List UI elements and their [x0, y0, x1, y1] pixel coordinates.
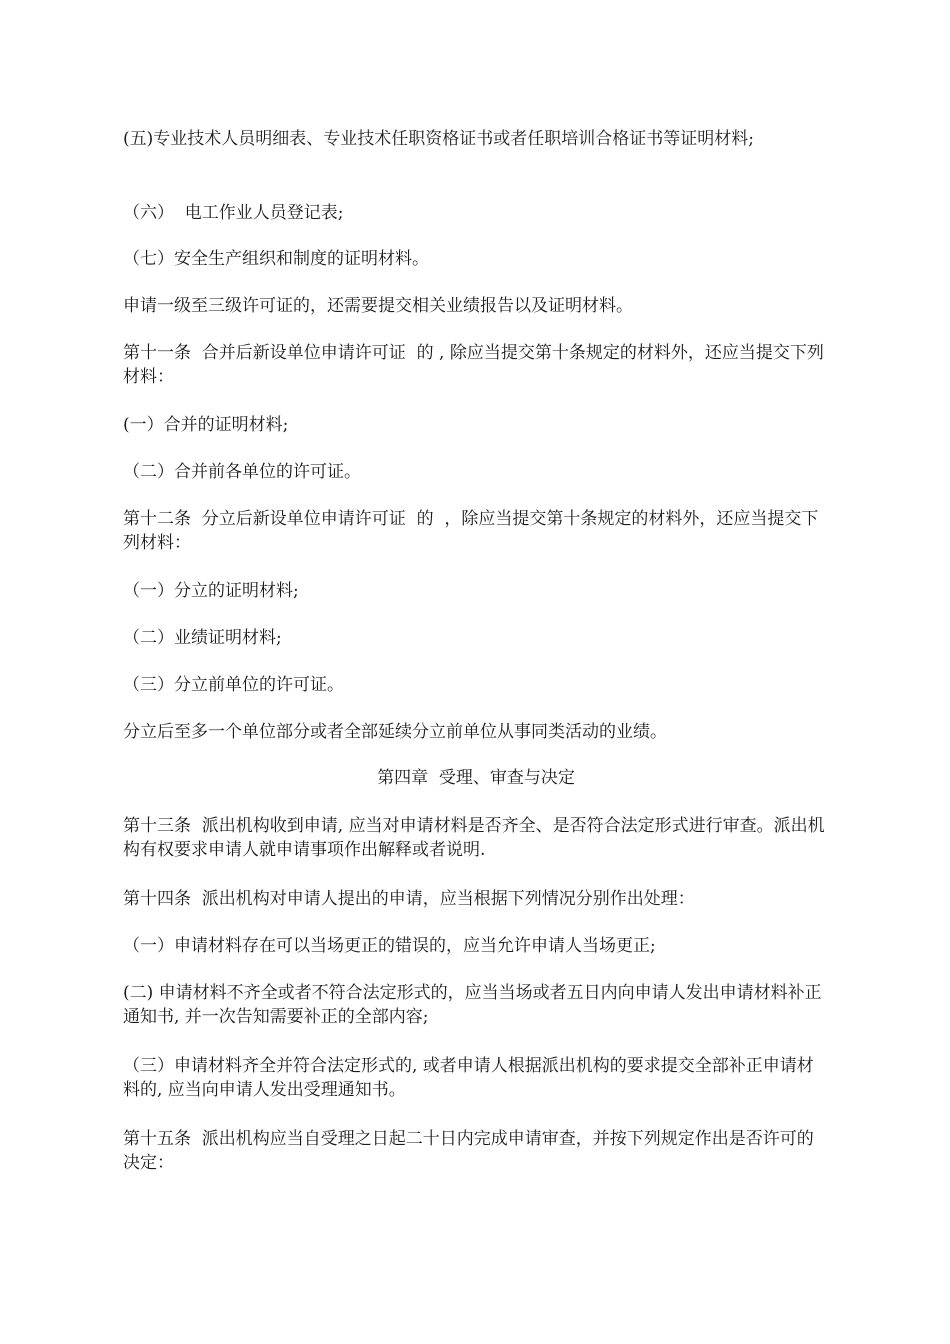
paragraph-item-6-electrician: （六） 电工作业人员登记表;	[123, 203, 344, 223]
paragraph-split-item-2: （二）业绩证明材料;	[123, 628, 282, 648]
paragraph-article-11: 第十一条 合并后新设单位申请许可证 的 , 除应当提交第十条规定的材料外，还应当提交下列材料：	[123, 343, 824, 387]
paragraph-article-15: 第十五条 派出机构应当自受理之日起二十日内完成申请审查，并按下列规定作出是否许可的决定：	[123, 1129, 814, 1173]
paragraph-article-13: 第十三条 派出机构收到申请, 应当对申请材料是否齐全、是否符合法定形式进行审查。派出机构有权要求申请人就申请事项作出解释或者说明.	[123, 816, 825, 860]
paragraph-split-performance: 分立后至多一个单位部分或者全部延续分立前单位从事同类活动的业绩。	[123, 722, 667, 742]
paragraph-split-item-3: （三）分立前单位的许可证。	[123, 675, 344, 695]
chapter-heading: 第四章 受理、审查与决定	[377, 768, 575, 788]
paragraph-level-permit: 申请一级至三级许可证的，还需要提交相关业绩报告以及证明材料。	[123, 296, 633, 316]
paragraph-split-item-1: （一）分立的证明材料;	[123, 581, 299, 601]
paragraph-handle-item-1: （一）申请材料存在可以当场更正的错误的，应当允许申请人当场更正;	[123, 936, 656, 956]
paragraph-item-5-materials: (五)专业技术人员明细表、专业技术任职资格证书或者任职培训合格证书等证明材料;	[123, 129, 754, 149]
paragraph-handle-item-3: （三）申请材料齐全并符合法定形式的, 或者申请人根据派出机构的要求提交全部补正申请材料的, 应当向申请人发出受理通知书。	[123, 1056, 814, 1100]
paragraph-merge-item-2: （二）合并前各单位的许可证。	[123, 462, 361, 482]
paragraph-item-7-safety: （七）安全生产组织和制度的证明材料。	[123, 249, 429, 269]
paragraph-article-12: 第十二条 分立后新设单位申请许可证 的 ，除应当提交第十条规定的材料外，还应当提交下列材料：	[123, 509, 819, 553]
paragraph-handle-item-2: (二) 申请材料不齐全或者不符合法定形式的，应当当场或者五日内向申请人发出申请材料补正通知书, 并一次告知需要补正的全部内容;	[123, 983, 822, 1027]
paragraph-article-14: 第十四条 派出机构对申请人提出的申请，应当根据下列情况分别作出处理：	[123, 889, 695, 909]
paragraph-merge-item-1: (一）合并的证明材料;	[123, 415, 289, 435]
